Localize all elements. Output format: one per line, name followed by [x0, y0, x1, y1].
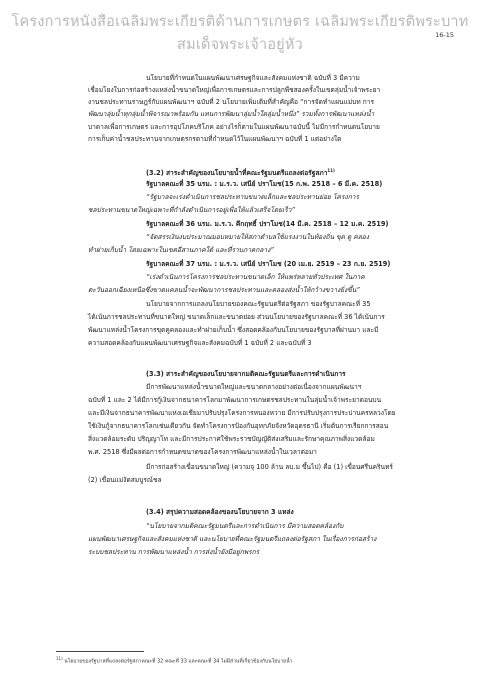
- section-heading-text: (3.2) สาระสำคัญของนโยบายน้ำที่คณะรัฐมนตรีแถลงต่อรัฐสภา: [146, 169, 328, 178]
- section-3-3-line: ใช้เงินกู้จากธนาคารโลกเช่นเดียวกัน จัดทำโครงการป้องกันอุทกภัยจังหวัดอุดรธานี เริ่มต้นการเรียกการสอน: [88, 422, 389, 430]
- section-3-4-line: แผนพัฒนาเศรษฐกิจและสังคมแห่งชาติ และนโยบายที่คณะรัฐมนตรีแถลงต่อรัฐสภา ในเรื่องการก่อสร้าง: [88, 535, 377, 543]
- summary-line: นโยบายจากการแถลงนโยบายของคณะรัฐมนตรีต่อรัฐสภา ของรัฐบาลคณะที่ 35: [146, 300, 371, 308]
- section-3-4-line: ระบบชลประทาน การพัฒนาแหล่งน้ำ การส่งน้ำยังมีอยู่กพรกร: [88, 548, 260, 556]
- para1-line: การเก็บค่าน้ำชลประทานจากเกษตรกรตามที่กำหนดไว้ในแผนพัฒนาฯ ฉบับที่ 1 แต่อย่างใด: [88, 135, 342, 143]
- footnote-mark: 11): [56, 656, 63, 661]
- page-number: 16-15: [435, 31, 454, 39]
- section-3-4-heading: (3.4) สรุปความสอดคล้องของนโยบายจาก 3 แหล่ง: [146, 508, 294, 516]
- para1-line: นโยบายที่กำหนดในแผนพัฒนาเศรษฐกิจและสังคมแห่งชาติ ฉบับที่ 3 มีความ: [146, 74, 360, 82]
- para1-line: พัฒนาลุ่มน้ำทุกลุ่มน้ำพิจารณาพร้อมกัน แทนการพัฒนาลุ่มน้ำใดลุ่มน้ำหนึ่ง” รวมทั้งการพัฒนาแหล่งน้ำ: [88, 110, 375, 118]
- govt-36-title: รัฐบาลคณะที่ 36 นรม. ม.ร.ว. คึกฤทธิ์ ปราโมช(14 มี.ค. 2518 – 12 ม.ค. 2519): [146, 220, 389, 228]
- section-3-3-line: ฉบับที่ 1 และ 2 ได้มีการกู้เงินจากธนาคารโลกมาพัฒนาการเกษตรชลประทานในลุ่มน้ำเจ้าพระยาตอนบน: [88, 396, 382, 404]
- section-3-3-line: และมีเงินจากธนาคารพัฒนาแห่งเอเชียมาปรับปรุงโครงการหนองหวาย มีการปรับปรุงการประปานครหลวงโดย: [88, 409, 396, 417]
- running-header: โครงการหนังสือเฉลิมพระเกียรติด้านการเกษตร เฉลิมพระเกียรติพระบาทสมเด็จพระเจ้าอยู่หัว: [11, 14, 469, 53]
- govt-37-title: รัฐบาลคณะที่ 37 นรม. : ม.ร.ว. เสนีย์ ปราโมช (20 เม.ย. 2519 – 23 ก.ย. 2519): [146, 260, 391, 268]
- govt-37-policy: “เร่งดำเนินการโครงการชลประทานขนาดเล็ก ให้แพร่หลายทั่วประเทศ ในภาค: [146, 273, 365, 281]
- footnote-text: นโยบายของรัฐบาลที่แถลงต่อรัฐสภาคณะที่ 32 คณะที่ 33 และคณะที่ 34 ไม่มีส่วนที่เกี่ยวข้องกับนโยบายน้ำ: [64, 658, 293, 665]
- section-3-3-heading: (3.3) สาระสำคัญของนโยบายจากมติคณะรัฐมนตรีและการดำเนินการ: [146, 370, 346, 378]
- para1-line: งานชลประทานราษฎร์กับแผนพัฒนาฯ ฉบับที่ 2 นโยบายเพิ่มเติมที่สำคัญคือ “การจัดทำแผนแม่บท การ: [88, 98, 375, 106]
- footnote-ref: 11): [327, 168, 335, 173]
- dams-line: มีการก่อสร้างเขื่อนขนาดใหญ่ (ความจุ 100 ล้าน ลบ.ม ขึ้นไป) คือ (1) เขื่อนศรีนครินทร์: [146, 463, 393, 471]
- summary-line: ได้เน้นการชลประทานที่ขนาดใหญ่ ขนาดเล็กและขนาดย่อย ส่วนนโยบายของรัฐบาลคณะที่ 36 ได้เน้นการ: [88, 313, 385, 321]
- section-3-4-line: “นโยบายจากมติคณะรัฐมนตรีและการดำเนินการ มีความสอดคล้องกับ: [146, 522, 344, 530]
- govt-36-policy: “จัดสรรเงินงบประมาณมอบหมายให้สภาตำบลใช้แรงงานในท้องถิ่น ขุด ดู คลอง: [146, 233, 369, 241]
- footnote-divider: [56, 651, 144, 652]
- govt-37-policy: ตะวันออกเฉียงเหนือซึ่งขาดแคลนน้ำจะพัฒนาการชลประทานและคลองส่งน้ำให้กว้างขวางยิ่งขึ้น”: [88, 286, 360, 294]
- para1-line: เชื่อมโยงในการก่อสร้างแหล่งน้ำขนาดใหญ่เพื่อการเกษตรและการปลูกพืชสองครั้งในเขตลุ่มน้ำเจ้าพระยา: [88, 86, 381, 94]
- summary-line: พัฒนาแหล่งน้ำโครงการขุดคูคลองและทำฝายเก็บน้ำ ซึ่งสอดคล้องกับนโยบายของรัฐบาลที่ผ่านมา และมี: [88, 326, 379, 334]
- govt-35-title: รัฐบาลคณะที่ 35 นรม. : ม.ร.ว. เสนีย์ ปราโมช(15 ก.พ. 2518 – 6 มี.ค. 2518): [146, 180, 383, 188]
- para1-line: บาดาลเพื่อการเกษตร และการอุปโภคบริโภค อย่างไรก็ตามในแผนพัฒนาฉบับนี้ ไม่มีการกำหนดนโยบาย: [88, 123, 380, 131]
- summary-line: ความสอดคล้องกับแผนพัฒนาเศรษฐกิจและสังคมฉบับที่ 1 ฉบับที่ 2 และฉบับที่ 3: [88, 339, 312, 347]
- section-3-3-line: มีการพัฒนาแหล่งน้ำขนาดใหญ่และขนาดกลางอย่างต่อเนื่องจากแผนพัฒนาฯ: [146, 383, 362, 391]
- footnote: [56, 656, 292, 666]
- govt-35-policy: “รัฐบาลจะเร่งดำเนินการชลประทานขนาดเล็กและชลประทานย่อย โครงการ: [146, 193, 359, 201]
- govt-36-policy: ทำฝายเก็บน้ำ โดยเฉพาะในเขตอีสานภาคใต้ และที่ราบภาคกลาง”: [88, 246, 274, 254]
- section-3-3-line: พ.ศ. 2518 ซึ่งมีผลต่อการกำหนดขนาดของโครงการพัฒนาแหล่งน้ำในเวลาต่อมา: [88, 448, 317, 456]
- section-3-3-line: สิ่งแวดล้อมระดับ ปริญญาโท และมีการประกาศใช้พระราชบัญญัติส่งเสริมและรักษาคุณภาพสิ่งแวดล้อม: [88, 435, 375, 443]
- dams-line: (2) เขื่อนแม่งัดสมบูรณ์ชล: [88, 476, 162, 484]
- govt-35-policy: ชลประทานขนาดใหญ่เฉพาะที่กำลังดำเนินการอยู่เพื่อให้แล้วเสร็จโดยเร็ว”: [88, 206, 295, 214]
